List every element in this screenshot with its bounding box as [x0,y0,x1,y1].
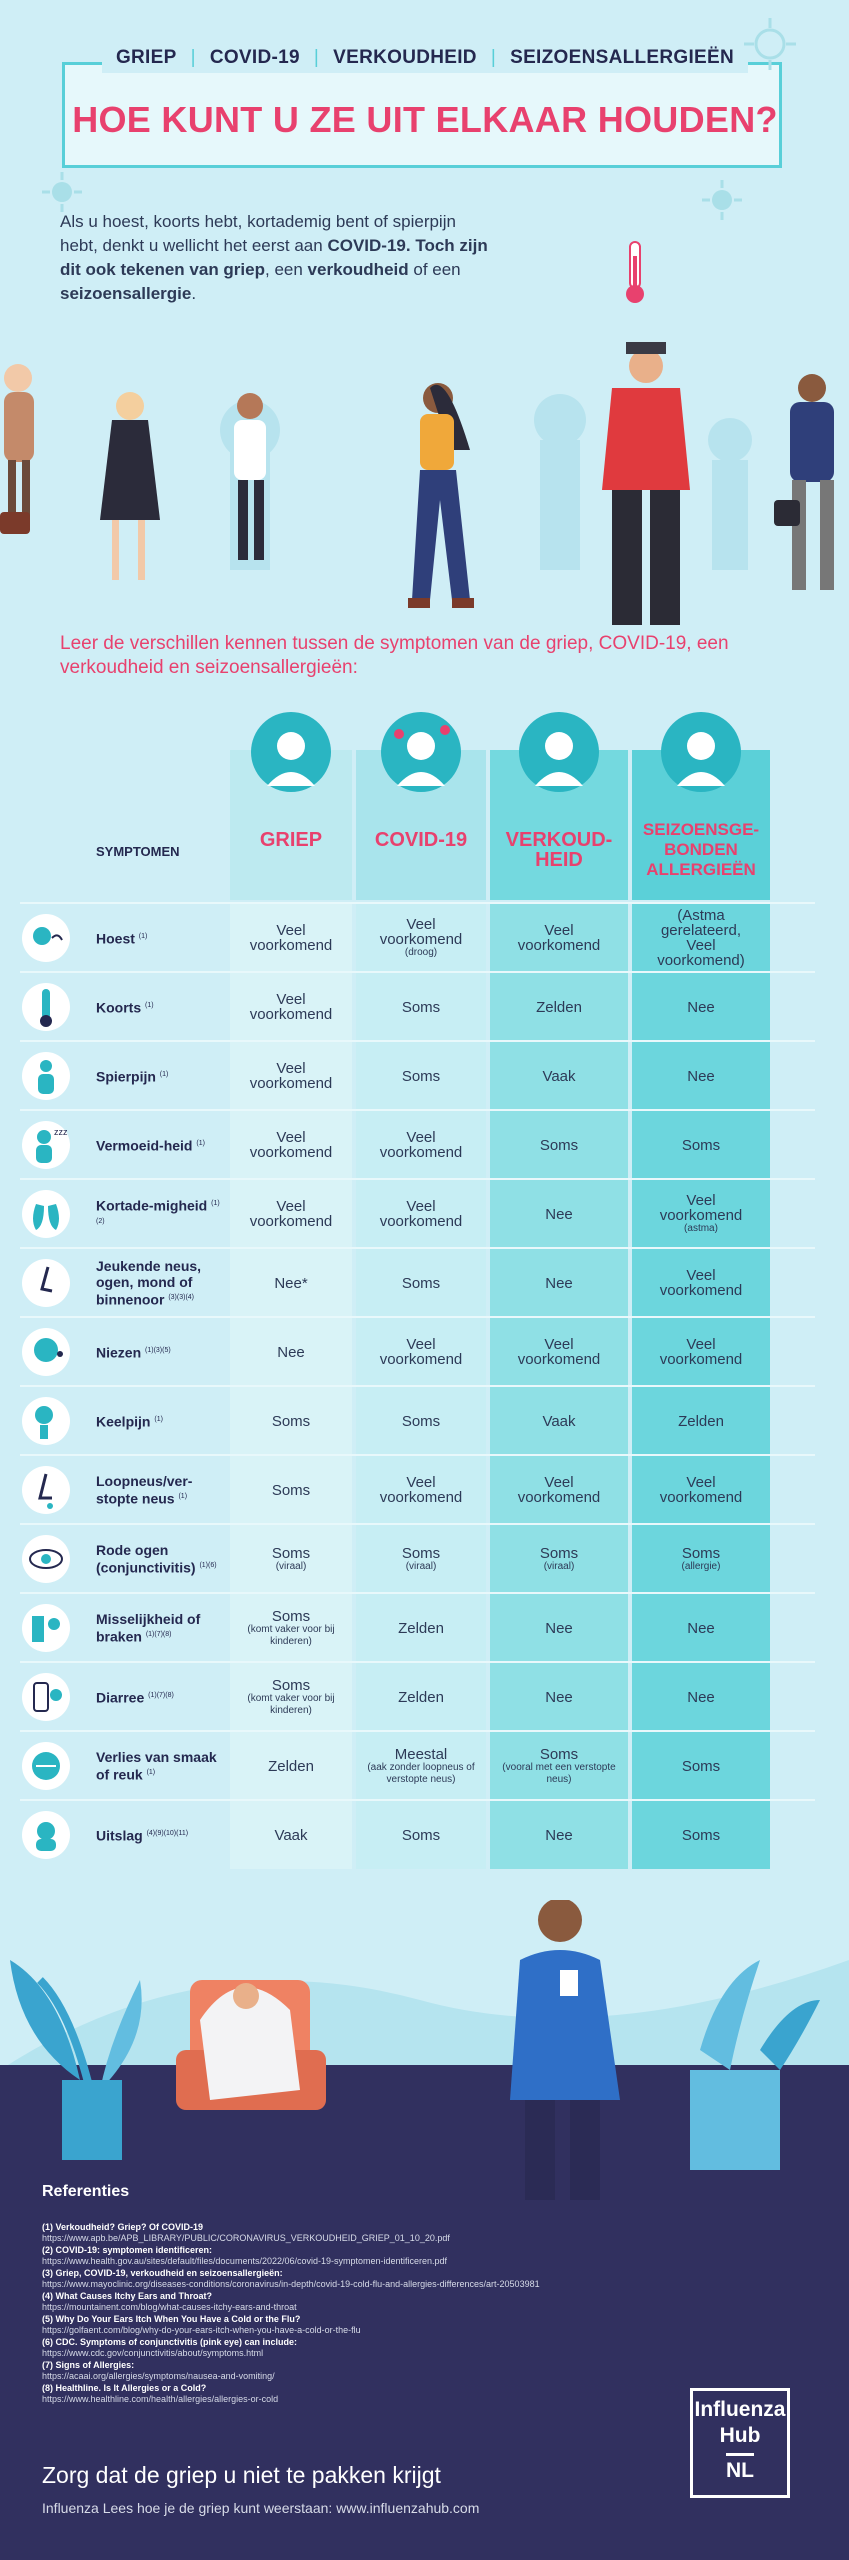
symptom-name: Uitslag $^{(4)(9)(10)(11)}$ [96,1827,189,1844]
cell-g: Nee [230,1318,352,1386]
reference-marker: (1) [196,1140,205,1148]
cell-v: Veel voorkomend [490,904,628,972]
reference-marker: (4)(9)(10)(11) [146,1830,189,1838]
cell-s: Veel voorkomend [632,1456,770,1524]
symptom-icon [22,1052,70,1100]
topic-separator: | [314,43,319,73]
reference-item[interactable]: (5) Why Do Your Ears Itch When You Have a Cold or the Flu? https://golfaent.com/blog/why-do-your-ears-itch-when-you-have-a-cold-or-the-flu [42,2314,361,2335]
symptom-name: Rode ogen (conjunctivitis) $^{(1)(6)}$ [96,1542,217,1576]
cell-g: Veel voorkomend [230,1111,352,1179]
symptom-icon [22,1604,70,1652]
cell-g: Soms (komt vaker voor bij kinderen) [230,1663,352,1731]
cell-c: Veel voorkomend [356,1318,486,1386]
cell-v: Nee [490,1594,628,1662]
covid-person-icon [381,712,461,792]
cell-c: Soms [356,1387,486,1455]
references-heading: Referenties [42,2183,130,2200]
cell-s: Nee [632,973,770,1041]
intro-text: of een [408,260,461,279]
virus-icon [740,14,800,74]
cell-c: Veel voorkomend [356,1180,486,1248]
cell-c: Soms [356,1042,486,1110]
logo-line: Hub [719,2424,761,2447]
symptoms-header: SYMPTOMEN [96,844,180,859]
cell-c: Zelden [356,1594,486,1662]
symptom-icon [22,983,70,1031]
topic-list [65,43,785,73]
reference-marker: (1) [145,1002,154,1010]
symptom-icon [22,1259,70,1307]
page-title: HOE KUNT U ZE UIT ELKAAR HOUDEN? [72,99,778,140]
cell-c: Meestal (aak zonder loopneus of verstopte neus) [356,1732,486,1800]
topic-griep: GRIEP [102,43,191,73]
thermometer-icon [620,238,650,308]
table-row [20,1040,815,1108]
symptom-icon [22,1397,70,1445]
symptom-name: Koorts $^{(1)}$ [96,999,154,1016]
allergy-person-icon [661,712,741,792]
cell-s: Soms [632,1111,770,1179]
symptom-icon [22,1328,70,1376]
virus-icon [700,178,744,222]
cell-s: Soms (allergie) [632,1525,770,1593]
intro-text: Als u hoest, koorts hebt, kortademig bent of spierpijn hebt, denkt u wellicht het eerst aan [60,212,456,255]
intro-verkoudheid: verkoudheid [307,260,409,279]
symptom-icon [22,1121,70,1169]
cell-s: Nee [632,1042,770,1110]
topic-separator: | [491,43,496,73]
table-row [20,1661,815,1729]
virus-icon [40,170,84,214]
symptom-name: Keelpijn $^{(1)}$ [96,1413,163,1430]
cell-g: Soms (viraal) [230,1525,352,1593]
reference-marker: (1)(2) [96,1200,220,1225]
reference-marker: (1) [154,1416,163,1424]
cell-g: Nee* [230,1249,352,1317]
column-header-covid [356,750,486,900]
cell-v: Veel voorkomend [490,1456,628,1524]
table-row [20,971,815,1039]
reference-item[interactable]: (2) COVID-19: symptomen identificeren: https://www.health.gov.au/sites/default/files/documents/2022/06/covid-19-symptomen-identificeren.pdf [42,2245,448,2266]
topic-separator: | [191,43,196,73]
cell-v: Soms (viraal) [490,1525,628,1593]
cell-g: Zelden [230,1732,352,1800]
table-row [20,1454,815,1522]
symptom-icon [22,1742,70,1790]
symptom-name: Misselijkheid of braken $^{(1)(7)(8)}$ [96,1611,201,1645]
cell-v: Vaak [490,1387,628,1455]
table-row [20,1247,815,1315]
cell-v: Nee [490,1663,628,1731]
walking-people-illustration [0,330,849,630]
cell-s: Nee [632,1663,770,1731]
symptom-icon [22,1673,70,1721]
symptom-name: Niezen $^{(1)(3)(5)}$ [96,1344,171,1361]
symptom-name: Loopneus/ver-stopte neus $^{(1)}$ [96,1473,193,1507]
cell-v: Vaak [490,1042,628,1110]
symptom-icon [22,914,70,962]
cell-s: Veel voorkomend (astma) [632,1180,770,1248]
column-header-verkoudheid [490,750,628,900]
cell-v: Nee [490,1801,628,1869]
table-row [20,1523,815,1591]
reference-item[interactable]: (4) What Causes Itchy Ears and Throat? https://mountainent.com/blog/what-causes-itchy-ears-and-throat [42,2291,297,2312]
svg-text:zzz: zzz [54,1127,68,1137]
reference-marker: (1) [138,933,148,941]
column-header-griep [230,750,352,900]
table-row [20,1799,815,1867]
intro-text: . [191,284,197,303]
reference-marker: (1) [178,1493,188,1501]
cell-v: Soms [490,1111,628,1179]
reference-item[interactable]: (7) Signs of Allergies: https://acaai.org/allergies/symptoms/nausea-and-vomiting/ [42,2360,275,2381]
cell-v: Veel voorkomend [490,1318,628,1386]
table-row [20,1316,815,1384]
cell-c: Soms [356,1801,486,1869]
symptom-name: Diarree $^{(1)(7)(8)}$ [96,1689,174,1706]
cell-c: Zelden [356,1663,486,1731]
cell-g: Vaak [230,1801,352,1869]
symptom-name: Kortade-migheid $^{(1)(2)}$ [96,1198,220,1225]
cell-c: Veel voorkomend (droog) [356,904,486,972]
table-row [20,1109,815,1177]
cell-g: Soms (komt vaker voor bij kinderen) [230,1594,352,1662]
reference-marker: (1)(6) [199,1562,217,1570]
cell-c: Soms (viraal) [356,1525,486,1593]
table-row [20,1178,815,1246]
column-label-verkoudheid: VERKOUD-HEID [505,829,613,871]
reference-item[interactable]: (6) CDC. Symptoms of conjunctivitis (pink eye) can include: https://www.cdc.gov/conjunctivitis/about/symptoms.html [42,2337,298,2358]
cell-g: Veel voorkomend [230,904,352,972]
influenzahub-logo [690,2388,790,2498]
topic-verkoudheid: VERKOUDHEID [319,43,491,73]
topic-covid: COVID-19 [196,43,314,73]
reference-item[interactable]: (8) Healthline. Is It Allergies or a Cold? https://www.healthline.com/health/allergies/allergies-or-cold [42,2383,279,2404]
symptom-name: Vermoeid-heid $^{(1)}$ [96,1137,205,1154]
symptom-name: Hoest $^{(1)}$ [96,930,148,947]
reference-marker: (1)(7)(8) [148,1692,174,1700]
header-box [62,47,782,168]
intro-paragraph [60,210,490,306]
cell-c: Veel voorkomend [356,1456,486,1524]
column-label-covid: COVID-19 [374,829,468,851]
cell-v: Nee [490,1180,628,1248]
cell-g: Veel voorkomend [230,1180,352,1248]
symptom-name: Verlies van smaak of reuk $^{(1)}$ [96,1749,217,1783]
table-row [20,902,815,970]
table-row [20,1592,815,1660]
intro-covid: COVID-19 [327,236,406,255]
reference-item[interactable]: (3) Griep, COVID-19, verkoudheid en seizoensallergieën: https://www.mayoclinic.org/diseases-conditions/coronavirus/in-depth/covid-19-cold-flu-and-allergies-differences/art-20503981 [42,2268,540,2289]
cell-s: Nee [632,1594,770,1662]
intro-griep: . Toch zijn dit ook tekenen van griep [60,236,488,279]
table-row [20,1730,815,1798]
topic-seizoen: SEIZOENSALLERGIEËN [496,43,748,73]
cell-s: (Astma gerelateerd, Veel voorkomend) [632,904,770,972]
cell-s: Soms [632,1801,770,1869]
intro-seizoen: seizoensallergie [60,284,192,303]
table-intro: Leer de verschillen kennen tussen de symptomen van de griep, COVID-19, een verkoudheid en seizoensallergieën: [60,633,729,678]
cell-s: Veel voorkomend [632,1249,770,1317]
column-label-griep: GRIEP [259,829,323,851]
cell-c: Soms [356,973,486,1041]
reference-marker: (1) [159,1071,169,1079]
symptom-name: Spierpijn $^{(1)}$ [96,1068,169,1085]
reference-marker: (3)(3)(4) [168,1294,194,1302]
logo-line: Influenza [694,2398,786,2421]
logo-line: NL [726,2453,754,2484]
intro-text: , een [265,260,308,279]
reference-marker: (1)(3)(5) [145,1347,171,1355]
cell-s: Veel voorkomend [632,1318,770,1386]
table-row [20,1385,815,1453]
cell-g: Soms [230,1387,352,1455]
reference-marker: (1) [146,1769,156,1777]
cell-c: Veel voorkomend [356,1111,486,1179]
subtitle-link[interactable]: Influenza Lees hoe je de griep kunt weerstaan: www.influenzahub.com [42,2500,480,2516]
cell-v: Soms (vooral met een verstopte neus) [490,1732,628,1800]
reference-item[interactable]: (1) Verkoudheid? Griep? Of COVID-19 https://www.apb.be/APB_LIBRARY/PUBLIC/CORONAVIRUS_VERKOUDHEID_GRIEP_01_10_20.pdf [42,2222,450,2243]
references-list [42,2222,562,2406]
reference-marker: (1)(7)(8) [145,1631,172,1639]
cell-s: Soms [632,1732,770,1800]
cell-g: Soms [230,1456,352,1524]
symptom-icon [22,1190,70,1238]
cell-v: Nee [490,1249,628,1317]
symptom-icon [22,1811,70,1859]
cell-c: Soms [356,1249,486,1317]
cell-g: Veel voorkomend [230,973,352,1041]
symptom-name: Jeukende neus, ogen, mond of binnenoor $^{(3)(3)(4)}$ [96,1258,202,1308]
symptom-icon [22,1466,70,1514]
sick-people-illustration [0,1900,849,2200]
cell-g: Veel voorkomend [230,1042,352,1110]
cell-s: Zelden [632,1387,770,1455]
column-header-seizoen [632,750,770,900]
slogan: Zorg dat de griep u niet te pakken krijgt [42,2462,441,2488]
verkoudheid-person-icon [519,712,599,792]
cell-v: Zelden [490,973,628,1041]
column-label-seizoen: SEIZOENSGE-BONDEN ALLERGIEËN [642,820,760,879]
symptom-icon [22,1535,70,1583]
griep-person-icon [251,712,331,792]
